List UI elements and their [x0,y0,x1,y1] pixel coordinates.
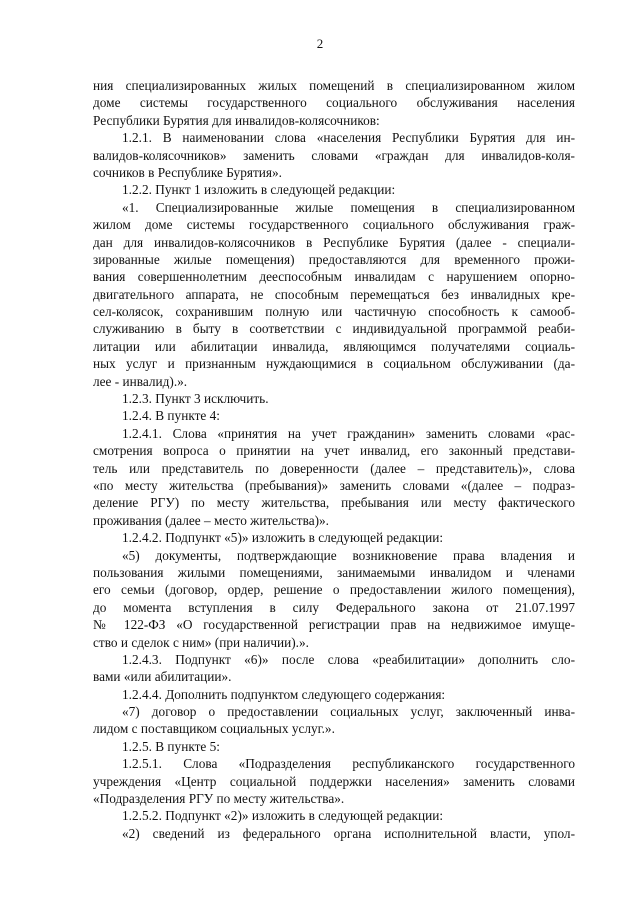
text-line: 1.2.3. Пункт 3 исключить. [122,391,269,407]
text-line: доме системы государственного социального обслуживания населения [93,95,575,111]
text-line: деление РГУ) по месту жительства, пребывания или месту фактического [93,495,575,511]
text-line: Республики Бурятия для инвалидов-колясочников: [93,112,380,128]
text-line: пользования жилыми помещениями, занимаемыми инвалидом и членами [93,564,575,580]
text-line: «по месту жительства (пребывания)» заменить словами «(далее – подраз- [93,477,575,493]
text-line: учреждения «Центр социальной поддержки населения» заменить словами [93,773,575,789]
text-line: 1.2.5.2. Подпункт «2)» изложить в следующей редакции: [122,808,444,824]
text-line: ных услуг и признанным нуждающимися в социальном обслуживании (да- [93,356,575,372]
document-body [93,77,575,842]
text-line: вами «или абилитации». [93,669,232,685]
text-line: проживания (далее – место жительства)». [93,512,330,528]
text-line: 1.2.4. В пункте 4: [122,408,220,424]
text-line: жилом доме системы государственного социального обслуживания граж- [93,217,575,233]
text-line: «7) договор о предоставлении социальных услуг, заключенный инва- [122,704,575,720]
text-line: тель или представитель по доверенности (далее – представитель)», слова [93,460,575,476]
text-line: 1.2.2. Пункт 1 изложить в следующей редакции: [122,182,396,198]
text-line: 1.2.4.2. Подпункт «5)» изложить в следующей редакции: [122,530,444,546]
text-line: «5) документы, подтверждающие возникновение права владения и [122,547,575,563]
text-line: 1.2.5. В пункте 5: [122,738,220,754]
text-line: служиванию в быту в соответствии с индивидуальной программой реаби- [93,321,575,337]
text-line: 1.2.5.1. Слова «Подразделения республиканского государственного [122,756,575,772]
text-line: лидом с поставщиком социальных услуг.». [93,721,335,737]
text-line: дан для инвалидов-колясочников в Республике Бурятия (далее - специали- [93,234,575,250]
text-line: зированные жилые помещения) предоставляются для временного прожи- [93,251,575,267]
text-line: ство и сделок с ним» (при наличии).». [93,634,309,650]
text-line: 1.2.4.3. Подпункт «6)» после слова «реабилитации» дополнить сло- [122,651,575,667]
text-line: сочников в Республике Бурятия». [93,164,282,180]
text-line: «2) сведений из федерального органа исполнительной власти, упол- [122,825,575,841]
text-line: № 122-ФЗ «О государственной регистрации прав на недвижимое имуще- [93,617,575,633]
text-line: «Подразделения РГУ по месту жительства». [93,791,345,807]
text-line: литации или абилитации инвалида, являющимся получателями социаль- [93,338,575,354]
text-line: смотрения вопроса о принятии на учет инвалид, его законный представи- [93,443,575,459]
text-line: 1.2.1. В наименовании слова «населения Республики Бурятия для ин- [122,130,575,146]
page-number: 2 [316,36,324,51]
text-line: до момента вступления в силу Федерального закона от 21.07.1997 [93,599,575,615]
text-line: сел-колясок, сохранившим полную или частичную способность к самооб- [93,304,575,320]
text-line: его семьи (договор, ордер, решение о предоставлении жилого помещения), [93,582,575,598]
text-line: «1. Специализированные жилые помещения в специализированном [122,199,575,215]
text-line: 1.2.4.4. Дополнить подпунктом следующего содержания: [122,686,446,702]
text-line: двигательного аппарата, не способным перемещаться без инвалидных кре- [93,286,575,302]
text-line: ния специализированных жилых помещений в специализированном жилом [93,78,575,93]
text-line: вания совершеннолетним дееспособным инвалидам с нарушением опорно- [93,269,575,285]
text-line: валидов-колясочников» заменить словами «граждан для инвалидов-коля- [93,147,575,163]
text-line: лее - инвалид).». [93,373,188,389]
text-line: 1.2.4.1. Слова «принятия на учет гражданин» заменить словами «рас- [122,425,575,441]
